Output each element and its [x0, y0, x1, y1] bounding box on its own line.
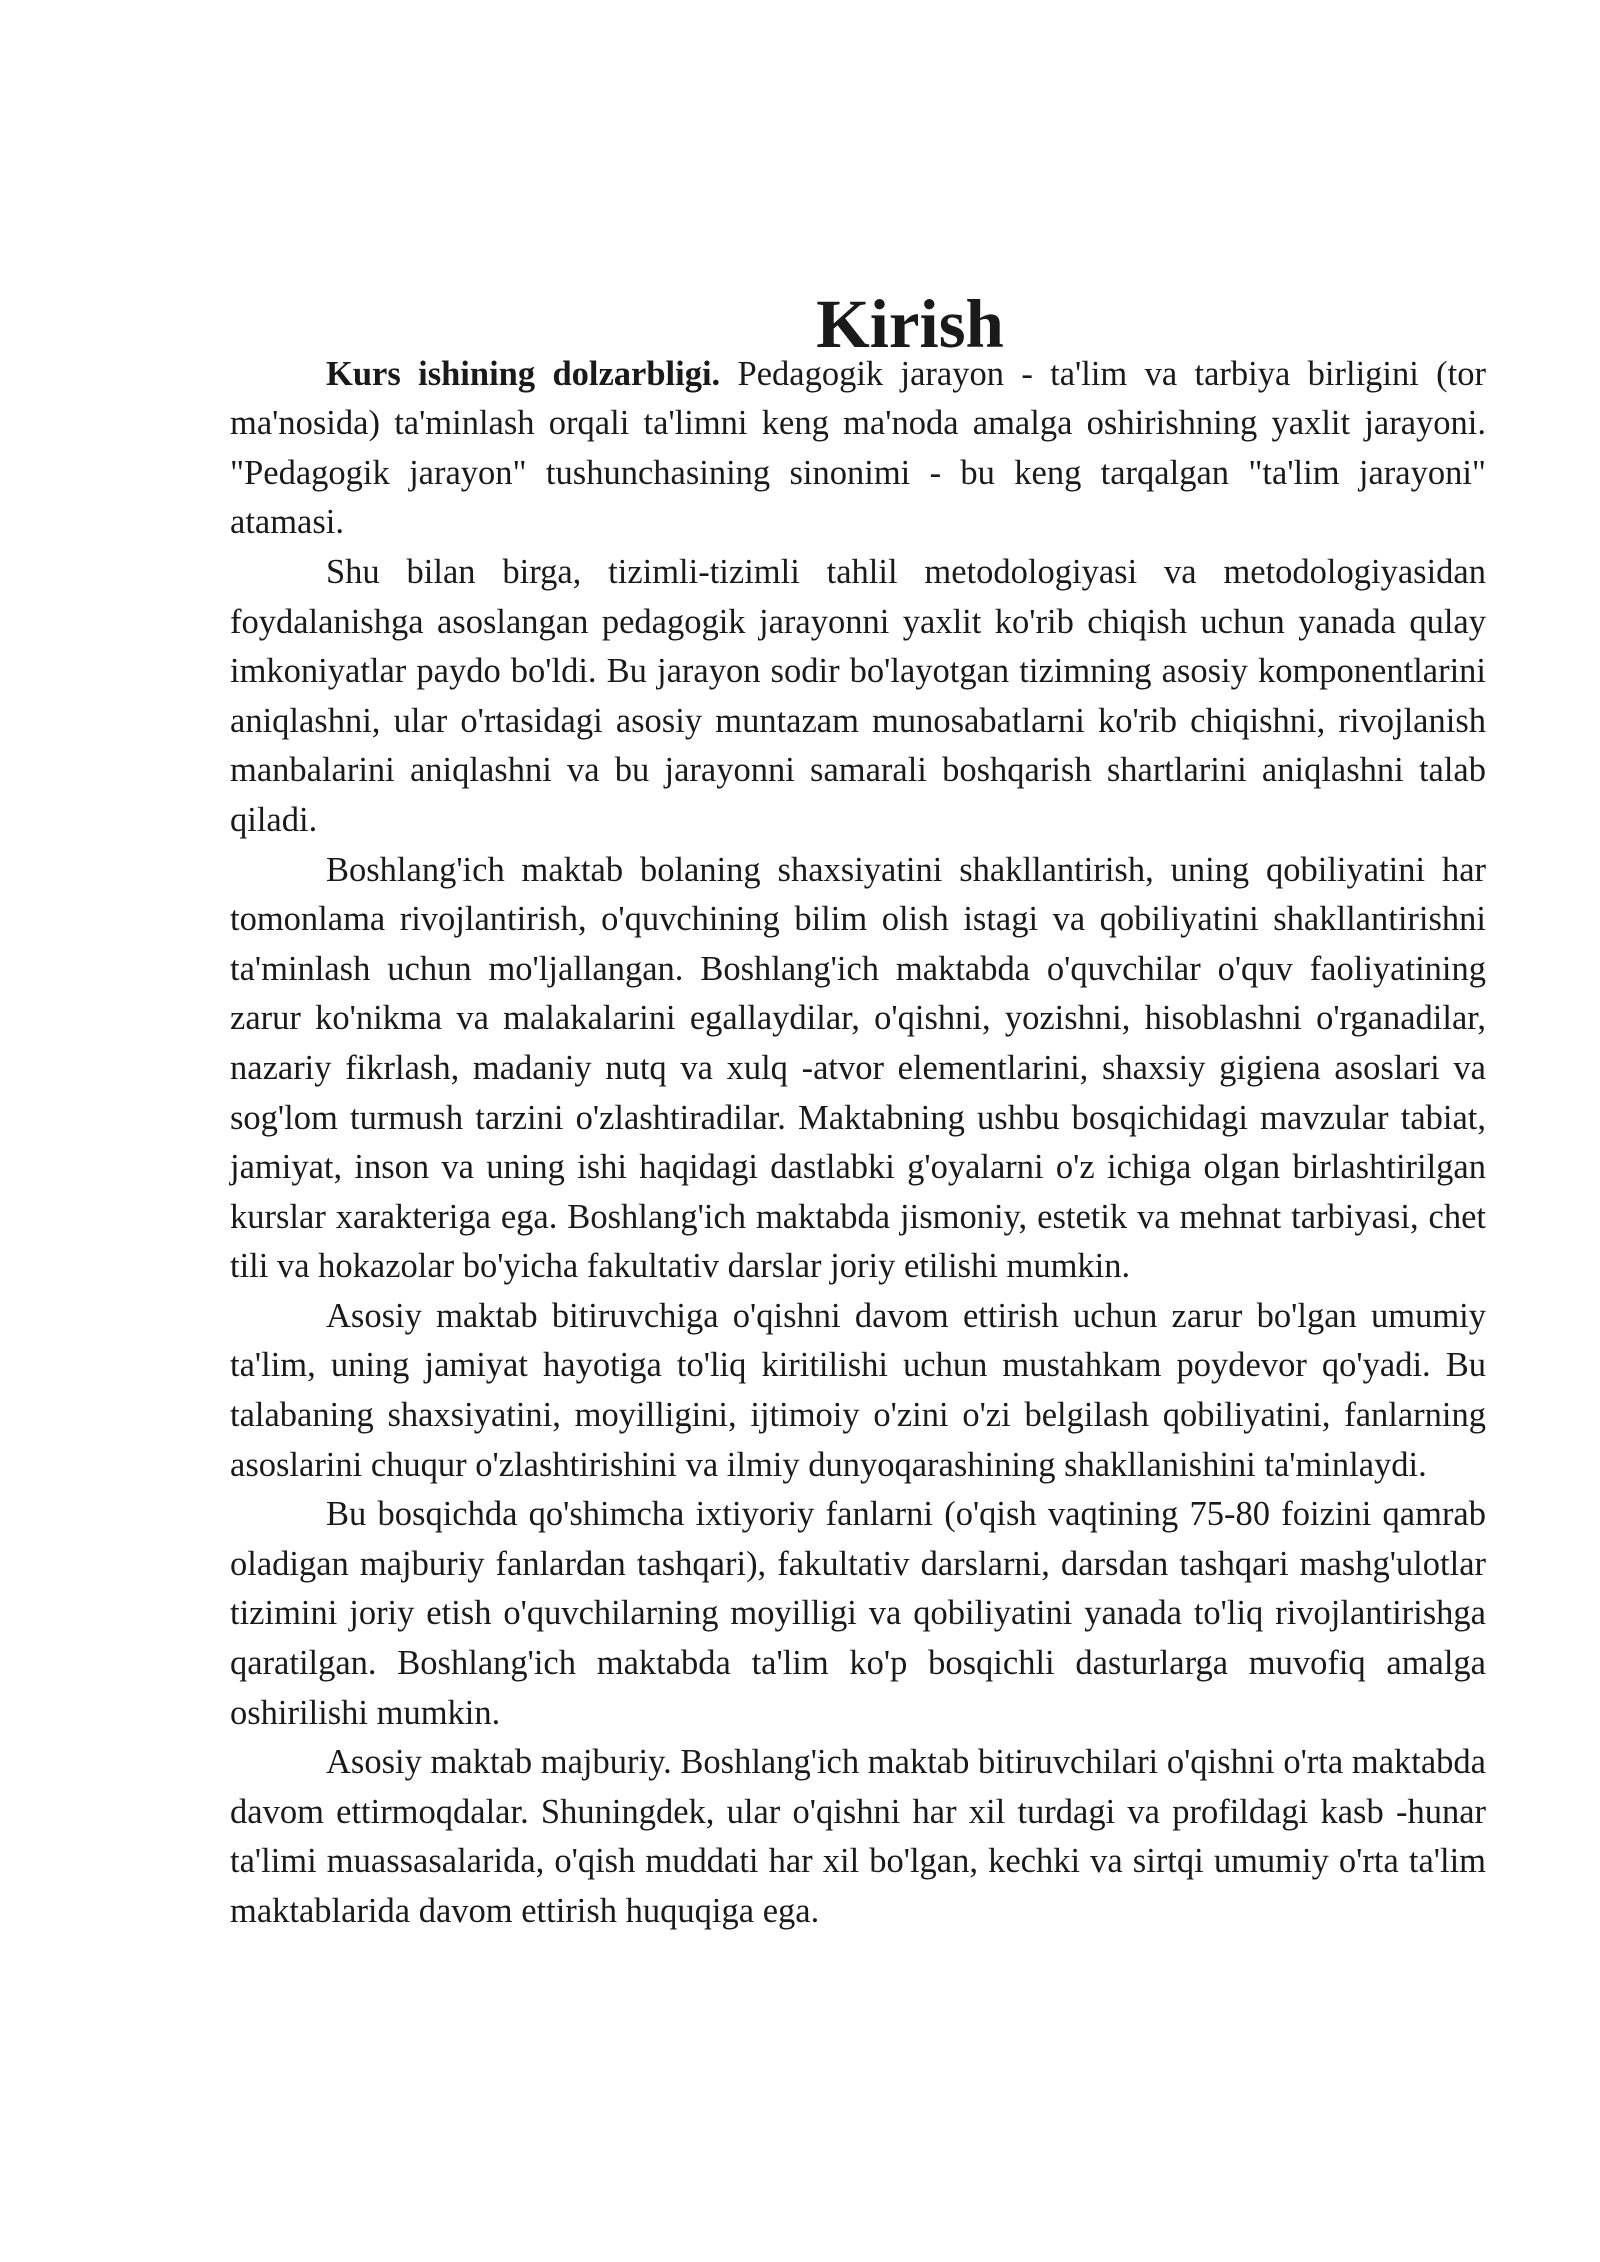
paragraph-1	[230, 350, 1486, 548]
paragraph-3: Boshlang'ich maktab bolaning shaxsiyatini shakllantirish, uning qobiliyatini har tomonlama rivojlantirish, o'quvchining bilim olish istagi va qobiliyatini shakllantirishni ta'minlash uchun mo'ljallangan. Boshlang'ich maktabda o'quvchilar o'quv faoliyatining zarur ko'nikma va malakalarini egallaydilar, o'qishni, yozishni, hisoblashni o'rganadilar, nazariy fikrlash, madaniy nutq va xulq -atvor elementlarini, shaxsiy gigiena asoslari va sog'lom turmush tarzini o'zlashtiradilar. Maktabning ushbu bosqichidagi mavzular tabiat, jamiyat, inson va uning ishi haqidagi dastlabki g'oyalarni o'z ichiga olgan birlashtirilgan kurslar xarakteriga ega. Boshlang'ich maktabda jismoniy, estetik va mehnat tarbiyasi, chet tili va hokazolar bo'yicha fakultativ darslar joriy etilishi mumkin.	[230, 850, 1486, 1286]
page-title: Kirish	[816, 286, 1004, 362]
paragraph-2: Shu bilan birga, tizimli-tizimli tahlil metodologiyasi va metodologiyasidan foydalanishga asoslangan pedagogik jarayonni yaxlit ko'rib chiqish uchun yanada qulay imkoniyatlar paydo bo'ldi. Bu jarayon sodir bo'layotgan tizimning asosiy komponentlarini aniqlashni, ular o'rtasidagi asosiy muntazam munosabatlarni ko'rib chiqishni, rivojlanish manbalarini aniqlashni va bu jarayonni samarali boshqarish shartlarini aniqlashni talab qiladi.	[230, 552, 1486, 839]
paragraph-6: Asosiy maktab majburiy. Boshlang'ich maktab bitiruvchilari o'qishni o'rta maktabda davom ettirmoqdalar. Shuningdek, ular o'qishni har xil turdagi va profildagi kasb -hunar ta'limi muassasalarida, o'qish muddati har xil bo'lgan, kechki va sirtqi umumiy o'rta ta'lim maktablarida davom ettirish huquqiga ega.	[230, 1743, 1486, 1930]
paragraph-5: Bu bosqichda qo'shimcha ixtiyoriy fanlarni (o'qish vaqtining 75-80 foizini qamrab oladigan majburiy fanlardan tashqari), fakultativ darslarni, darsdan tashqari mashg'ulotlar tizimini joriy etish o'quvchilarning moyilligi va qobiliyatini yanada to'liq rivojlantirishga qaratilgan. Boshlang'ich maktabda ta'lim ko'p bosqichli dasturlarga muvofiq amalga oshirilishi mumkin.	[230, 1495, 1486, 1732]
document-body	[230, 286, 1486, 1937]
paragraph-text: Pedagogik jarayon - ta'lim va tarbiya birligini (tor ma'nosida) ta'minlash orqali ta'limni keng ma'noda amalga oshirishning yaxlit jarayoni. "Pedagogik jarayon" tushunchasining sinonimi - bu keng tarqalgan "ta'lim jarayoni" atamasi.	[230, 354, 1486, 542]
paragraph-4: Asosiy maktab bitiruvchiga o'qishni davom ettirish uchun zarur bo'lgan umumiy ta'lim, uning jamiyat hayotiga to'liq kiritilishi uchun mustahkam poydevor qo'yadi. Bu talabaning shaxsiyatini, moyilligini, ijtimoiy o'zini o'zi belgilash qobiliyatini, fanlarning asoslarini chuqur o'zlashtirishini va ilmiy dunyoqarashining shakllanishini ta'minlaydi.	[230, 1296, 1486, 1484]
paragraph-lead: Kurs ishining dolzarbligi.	[326, 354, 721, 393]
